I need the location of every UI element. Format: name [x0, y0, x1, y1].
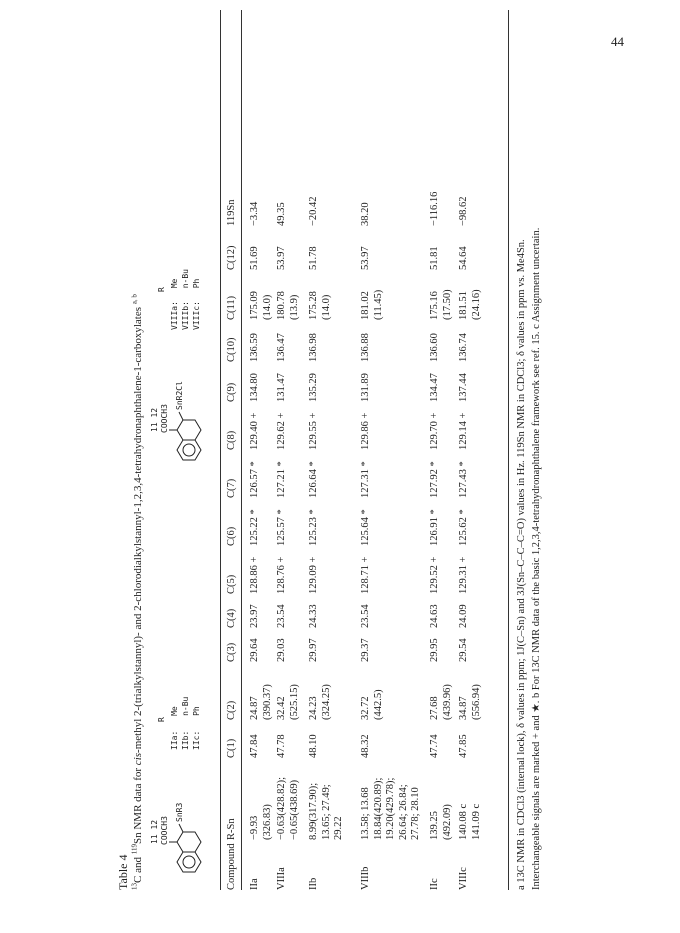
structure-1-r-header: R: [157, 717, 166, 722]
table-cell: 29.64: [249, 638, 260, 662]
compound-code: VIIIb:: [181, 301, 190, 330]
table-cell: 135.29: [308, 373, 319, 402]
structure-1-tin-label: SnR3: [175, 802, 184, 822]
table-cell: 24.63: [429, 604, 440, 628]
table-cell: 175.16 (17.50): [429, 289, 453, 320]
r-group: n-Bu: [181, 269, 190, 289]
column-header: 119Sn: [226, 199, 237, 226]
compound-code: IIc:: [192, 730, 201, 750]
list-item: [191, 269, 202, 330]
column-header: C(9): [226, 382, 237, 402]
table-cell: 129.86 +: [360, 412, 371, 450]
table-cell: 129.70 +: [429, 412, 440, 450]
table-cell: 47.74: [429, 734, 440, 758]
column-header: C(4): [226, 608, 237, 628]
table-cell: −0.63(428.82); −0.65(438.69): [276, 776, 300, 840]
table-cell: VIIIc: [458, 867, 469, 890]
table-bottom-rule: [508, 10, 509, 890]
table-cell: −3.34: [249, 201, 260, 226]
table-cell: 127.43 *: [458, 461, 469, 498]
footnote-a: a 13C NMR in CDCl3 (internal lock), δ values in ppm; 1J(C–Sn) and 3J(Sn–C–C–C=O) values in Hz. 119Sn NMR in CDCl3; δ values in ppm vs. Me4Sn.: [516, 239, 527, 890]
table-cell: 129.55 +: [308, 412, 319, 450]
column-header: C(10): [226, 337, 237, 362]
structure-2-ester-label: COOCH3: [160, 404, 169, 433]
table-cell: −20.42: [308, 196, 319, 226]
list-item: [169, 697, 180, 750]
table-cell: 134.47: [429, 373, 440, 402]
caption-cis: cis: [132, 752, 144, 766]
table-cell: 129.62 +: [276, 412, 287, 450]
table-cell: 23.54: [360, 604, 371, 628]
table-cell: 129.31 +: [458, 556, 469, 594]
compound-code: VIIIa:: [170, 301, 179, 330]
table-cell: 127.92 *: [429, 461, 440, 498]
table-cell: 51.69: [249, 246, 260, 270]
table-cell: 24.87 (390.37): [249, 684, 273, 720]
table-cell: 23.54: [276, 604, 287, 628]
r-group: Ph: [192, 278, 201, 289]
table-cell: 29.97: [308, 638, 319, 662]
table-cell: 136.74: [458, 333, 469, 362]
table-cell: VIIIb: [360, 866, 371, 890]
table-cell: 125.64 *: [360, 509, 371, 546]
table-cell: 48.10: [308, 734, 319, 758]
list-item: [180, 697, 191, 750]
table-cell: 127.21 *: [276, 461, 287, 498]
table-cell: 47.78: [276, 734, 287, 758]
table-cell: 51.81: [429, 246, 440, 270]
caption-footnote-marks: a, b: [130, 294, 139, 305]
table-cell: 29.95: [429, 638, 440, 662]
table-cell: 175.28 (14.0): [308, 291, 332, 320]
table-label: Table 4: [116, 854, 130, 890]
table-cell: 137.44: [458, 373, 469, 402]
caption-part-sn: Sn NMR data for: [132, 765, 144, 845]
page-number: 44: [611, 34, 624, 49]
column-header: R-Sn: [226, 818, 237, 840]
compound-code: IIa:: [170, 730, 179, 750]
table-cell: 129.40 +: [249, 412, 260, 450]
table-cell: 8.99(317.90); 13.65; 27.49; 29.22: [308, 782, 344, 840]
table-cell: 136.60: [429, 333, 440, 362]
table-cell: 126.64 *: [308, 461, 319, 498]
table-cell: 29.54: [458, 638, 469, 662]
table-cell: 129.52 +: [429, 556, 440, 594]
table-cell: 139.25 (492.09): [429, 804, 453, 840]
table-cell: 32.42 (525.15): [276, 684, 300, 720]
table-cell: 29.03: [276, 638, 287, 662]
table-cell: 125.57 *: [276, 509, 287, 546]
table-cell: 48.32: [360, 734, 371, 758]
table-cell: 53.97: [276, 246, 287, 270]
table-cell: 128.76 +: [276, 556, 287, 594]
table-cell: 51.78: [308, 246, 319, 270]
r-group: n-Bu: [181, 696, 190, 716]
table-cell: 13.58; 13.68 18.84(420.89); 19.20(429.78); 26.64; 26.84; 27.78; 28.10: [360, 777, 421, 840]
structure-2-carbon-label: 11 12: [150, 407, 159, 432]
table-cell: 181.51 (24.16): [458, 289, 482, 320]
caption-sup-13: 13: [130, 883, 139, 890]
structure-2-r-header: R: [157, 287, 166, 292]
table-cell: 125.22 *: [249, 509, 260, 546]
table-cell: 136.47: [276, 333, 287, 362]
structure-2-tin-label: SnR2Cl: [175, 381, 184, 410]
table-cell: 129.14 +: [458, 412, 469, 450]
table-cell: 140.08 c 141.09 c: [458, 803, 482, 840]
r-group: Ph: [192, 706, 201, 716]
table-cell: 29.37: [360, 638, 371, 662]
table-cell: 175.09 (14.0): [249, 291, 273, 320]
table-region: [116, 10, 596, 890]
list-item: [180, 269, 191, 330]
table-cell: 24.23 (324.25): [308, 684, 332, 720]
table-cell: 24.09: [458, 604, 469, 628]
column-header: C(3): [226, 642, 237, 662]
table-cell: 128.86 +: [249, 556, 260, 594]
table-top-rule: [220, 10, 221, 890]
table-cell: 49.35: [276, 202, 287, 226]
column-header: C(7): [226, 478, 237, 498]
table-cell: 54.64: [458, 246, 469, 270]
structure-1-carbon-label: 11 12: [150, 819, 159, 844]
table-cell: 27.68 (439.96): [429, 684, 453, 720]
caption-part-c: C and: [132, 854, 144, 883]
table-cell: 47.85: [458, 734, 469, 758]
list-item: [169, 269, 180, 330]
table-cell: 136.59: [249, 333, 260, 362]
column-header: C(8): [226, 430, 237, 450]
column-header: C(6): [226, 526, 237, 546]
table-cell: VIIIa: [276, 867, 287, 890]
column-header: C(11): [226, 295, 237, 320]
table-cell: 23.97: [249, 604, 260, 628]
table-caption: [132, 294, 144, 890]
table-cell: 131.47: [276, 373, 287, 402]
r-group: Me: [170, 278, 179, 289]
table-cell: 125.23 *: [308, 509, 319, 546]
table-header-rule: [241, 10, 242, 890]
compound-code: VIIIc:: [192, 301, 201, 330]
table-cell: IIc: [429, 878, 440, 890]
table-cell: 126.91 *: [429, 509, 440, 546]
caption-sup-119: 119: [130, 844, 139, 855]
table-cell: IIb: [308, 877, 319, 890]
structure-2-list: [169, 269, 202, 330]
table-cell: 136.88: [360, 333, 371, 362]
compound-code: IIb:: [181, 730, 190, 750]
table-cell: 181.02 (11.45): [360, 289, 384, 320]
table-cell: 136.98: [308, 333, 319, 362]
footnote-b: Interchangeable signals are marked + and ★. b For 13C NMR data of the basic 1,2,3,4-tetrahydronaphthalene framework see ref. 15. c Assignment uncertain.: [531, 227, 542, 890]
table-cell: 128.71 +: [360, 556, 371, 594]
table-cell: 126.57 *: [249, 461, 260, 498]
table-cell: 129.09 +: [308, 556, 319, 594]
table-cell: 127.31 *: [360, 461, 371, 498]
table-cell: −116.16: [429, 191, 440, 226]
column-header: C(2): [226, 700, 237, 720]
table-cell: 38.20: [360, 202, 371, 226]
table-cell: 53.97: [360, 246, 371, 270]
column-header: C(12): [226, 245, 237, 270]
list-item: [191, 697, 202, 750]
table-cell: −9.93 (326.83): [249, 804, 273, 840]
table-cell: 24.33: [308, 604, 319, 628]
structure-1-ester-label: COOCH3: [160, 816, 169, 845]
table-cell: −98.62: [458, 196, 469, 226]
column-header: C(5): [226, 574, 237, 594]
table-cell: 134.80: [249, 373, 260, 402]
column-header: C(1): [226, 738, 237, 758]
structure-1-list: [169, 697, 202, 750]
table-cell: IIa: [249, 878, 260, 890]
table-cell: 47.84: [249, 734, 260, 758]
table-cell: 34.87 (556.94): [458, 684, 482, 720]
table-cell: 131.89: [360, 373, 371, 402]
caption-part-rest: -methyl 2-(trialkylstannyl)- and 2-chlorodialkylstannyl-1,2,3,4-tetrahydronaphthalene-1-carboxylates: [132, 306, 144, 753]
column-header: Compound: [226, 843, 237, 890]
table-cell: 125.62 *: [458, 509, 469, 546]
table-cell: 180.78 (13.9): [276, 291, 300, 320]
r-group: Me: [170, 706, 179, 716]
table-cell: 32.72 (442.5): [360, 689, 384, 720]
